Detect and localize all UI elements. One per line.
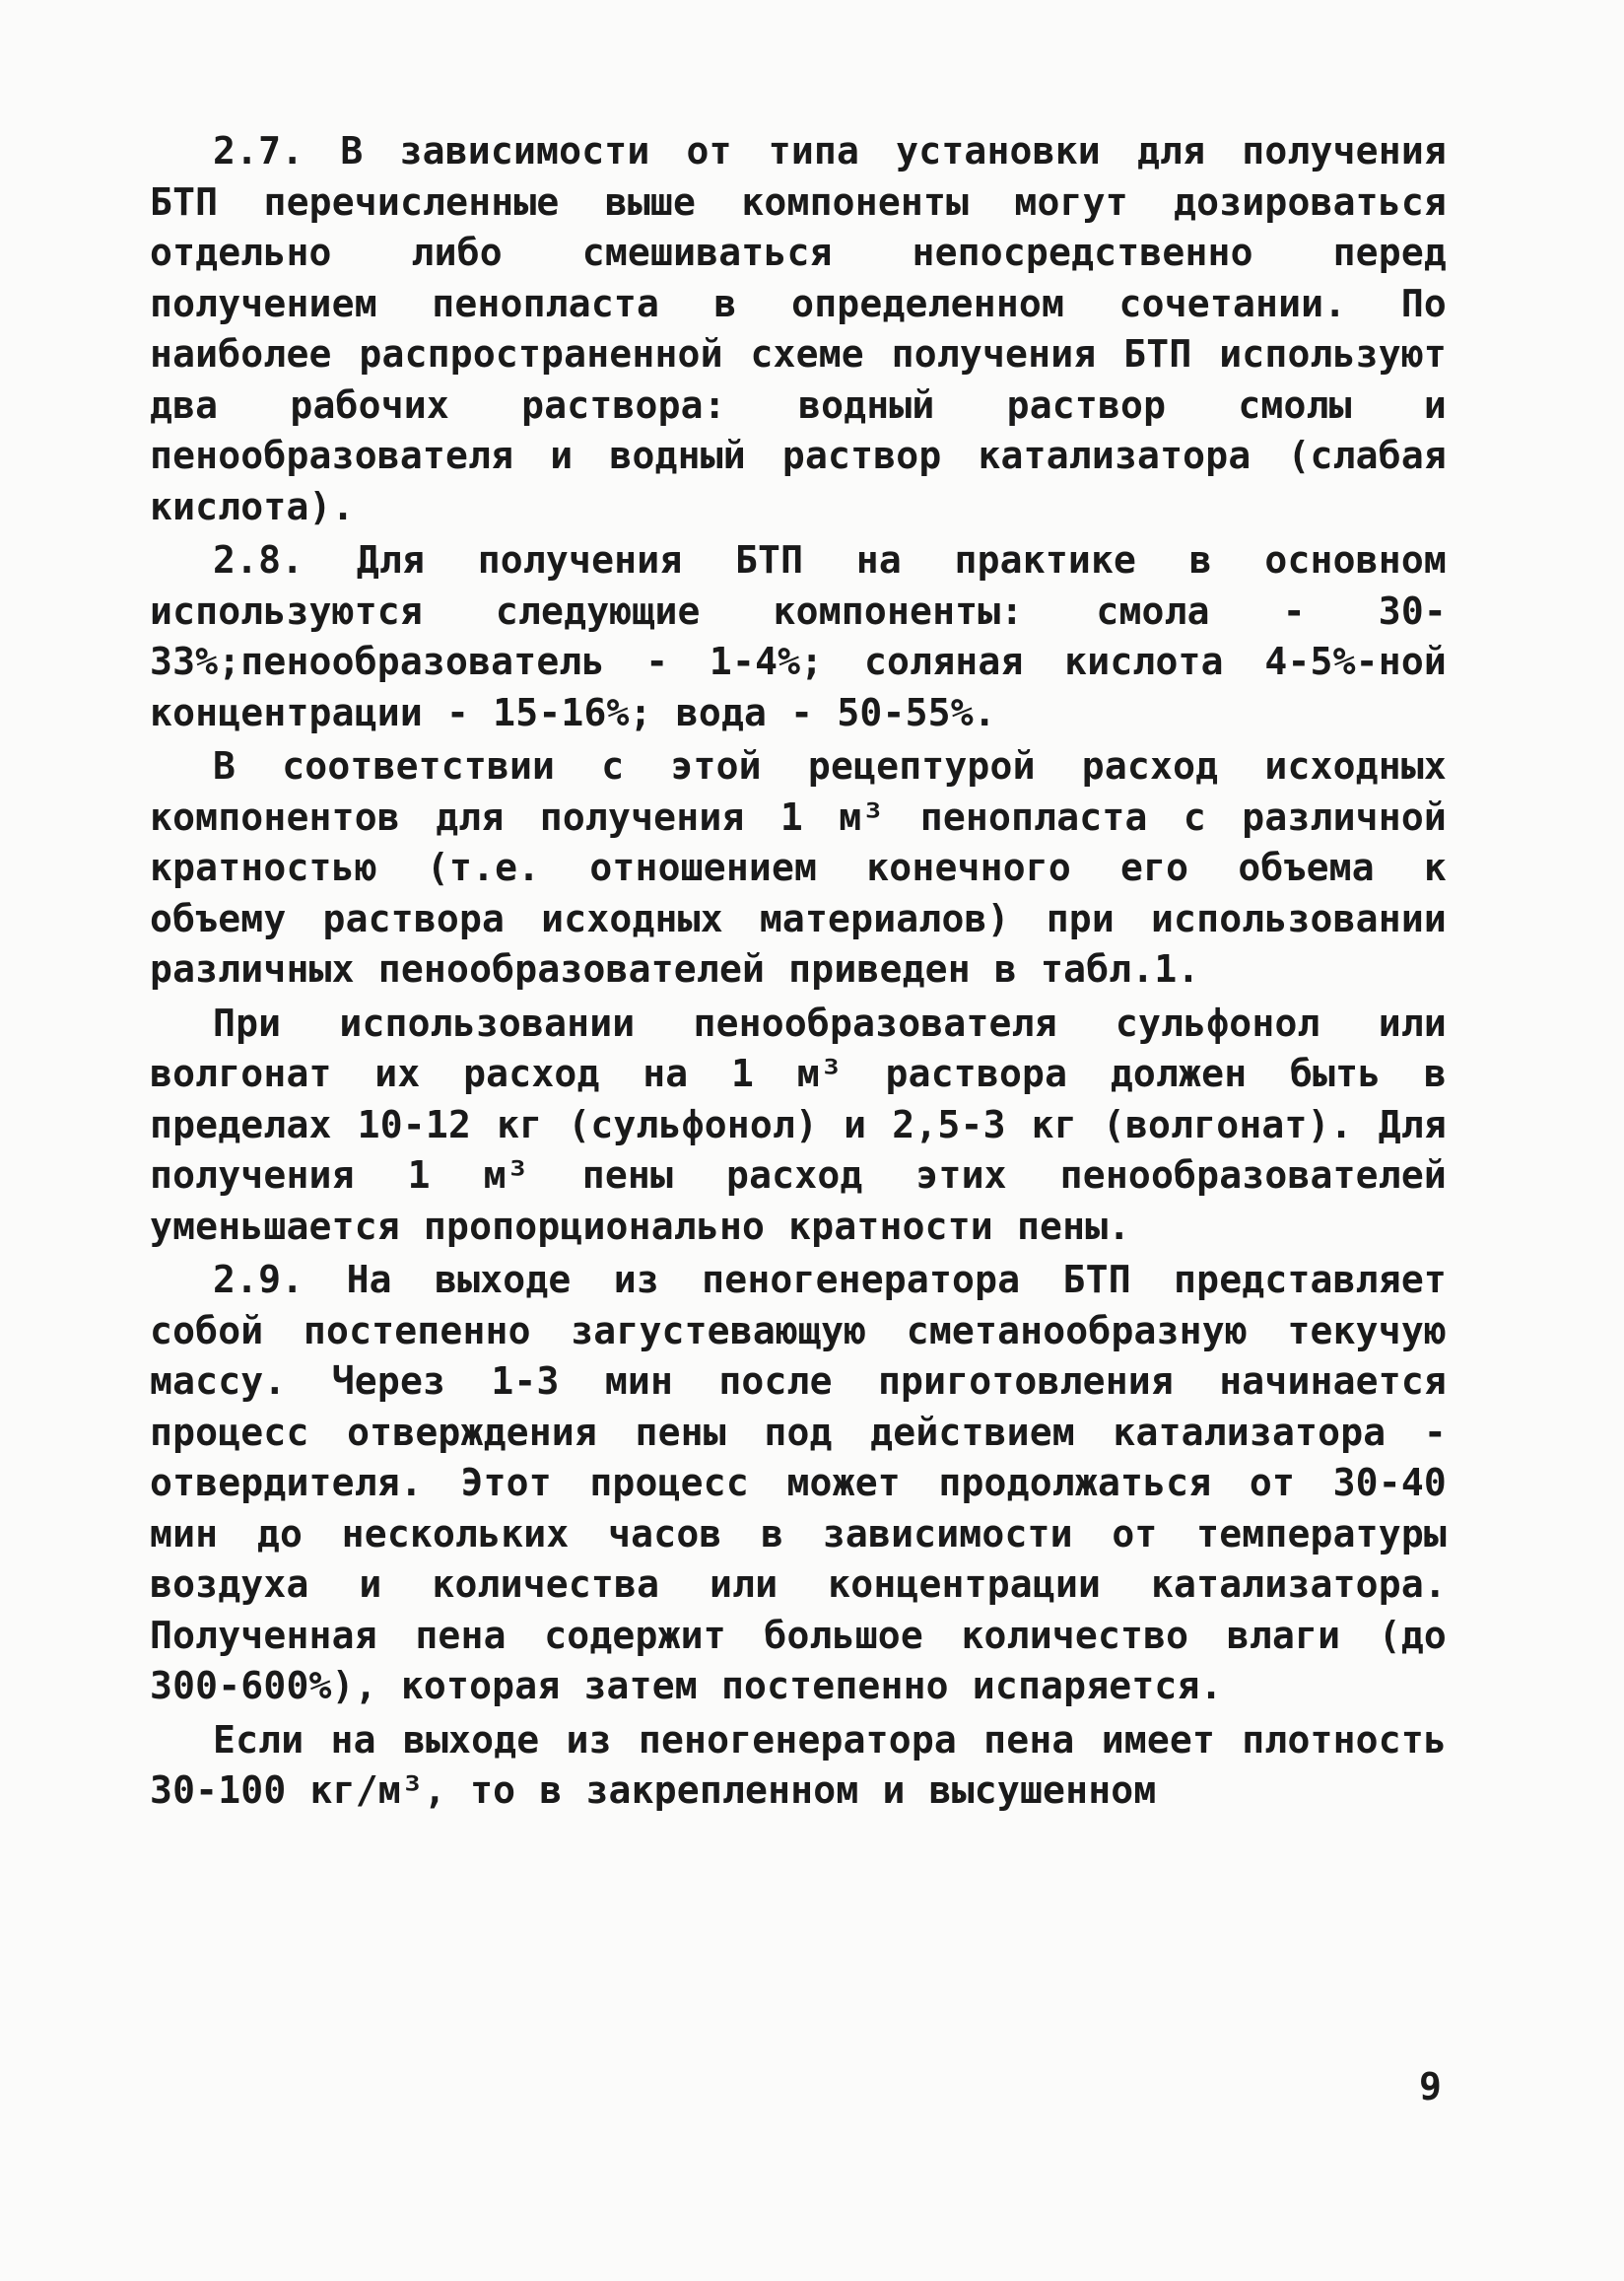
paragraph-2-9: 2.9. На выходе из пеногенератора БТП представляет собой постепенно загустевающую сметанообразную текучую массу. Через 1-3 мин после приготовления начинается процесс отверждения пены под действием катализатора - отвердителя. Этот процесс может продолжаться от 30-40 мин до нескольких часов в зависимости от температуры воздуха и количества или концентрации катализатора. Полученная пена содержит большое количество влаги (до 300-600%), которая затем постепенно испаряется.	[150, 1258, 1447, 1707]
paragraph-foaming-agents: При использовании пенообразователя сульфонол или волгонат их расход на 1 м³ раствора должен быть в пределах 10-12 кг (сульфонол) и 2,5-3 кг (волгонат). Для получения 1 м³ пены расход этих пенообразователей уменьшается пропорционально кратности пены.	[150, 1001, 1447, 1248]
paragraph-density: Если на выходе из пеногенератора пена имеет плотность 30-100 кг/м³, то в закрепленном и высушенном	[150, 1717, 1447, 1812]
paragraph-2-8: 2.8. Для получения БТП на практике в основном используются следующие компоненты: смола - 30-33%;пенообразователь - 1-4%; соляная кислота 4-5%-ной концентрации - 15-16%; вода - 50-55%.	[150, 538, 1447, 734]
paragraph-2-7: 2.7. В зависимости от типа установки для получения БТП перечисленные выше компоненты могут дозироваться отдельно либо смешиваться непосредственно перед получением пенопласта в определенном сочетании. По наиболее распространенной схеме получения БТП используют два рабочих раствора: водный раствор смолы и пенообразователя и водный раствор катализатора (слабая кислота).	[150, 129, 1447, 528]
document-body	[150, 126, 1447, 1820]
paragraph-recipe-consumption: В соответствии с этой рецептурой расход исходных компонентов для получения 1 м³ пенопласта с различной кратностью (т.е. отношением конечного его объема к объему раствора исходных материалов) при использовании различных пенообразователей приведен в табл.1.	[150, 744, 1447, 991]
page-number: 9	[1419, 2065, 1442, 2108]
